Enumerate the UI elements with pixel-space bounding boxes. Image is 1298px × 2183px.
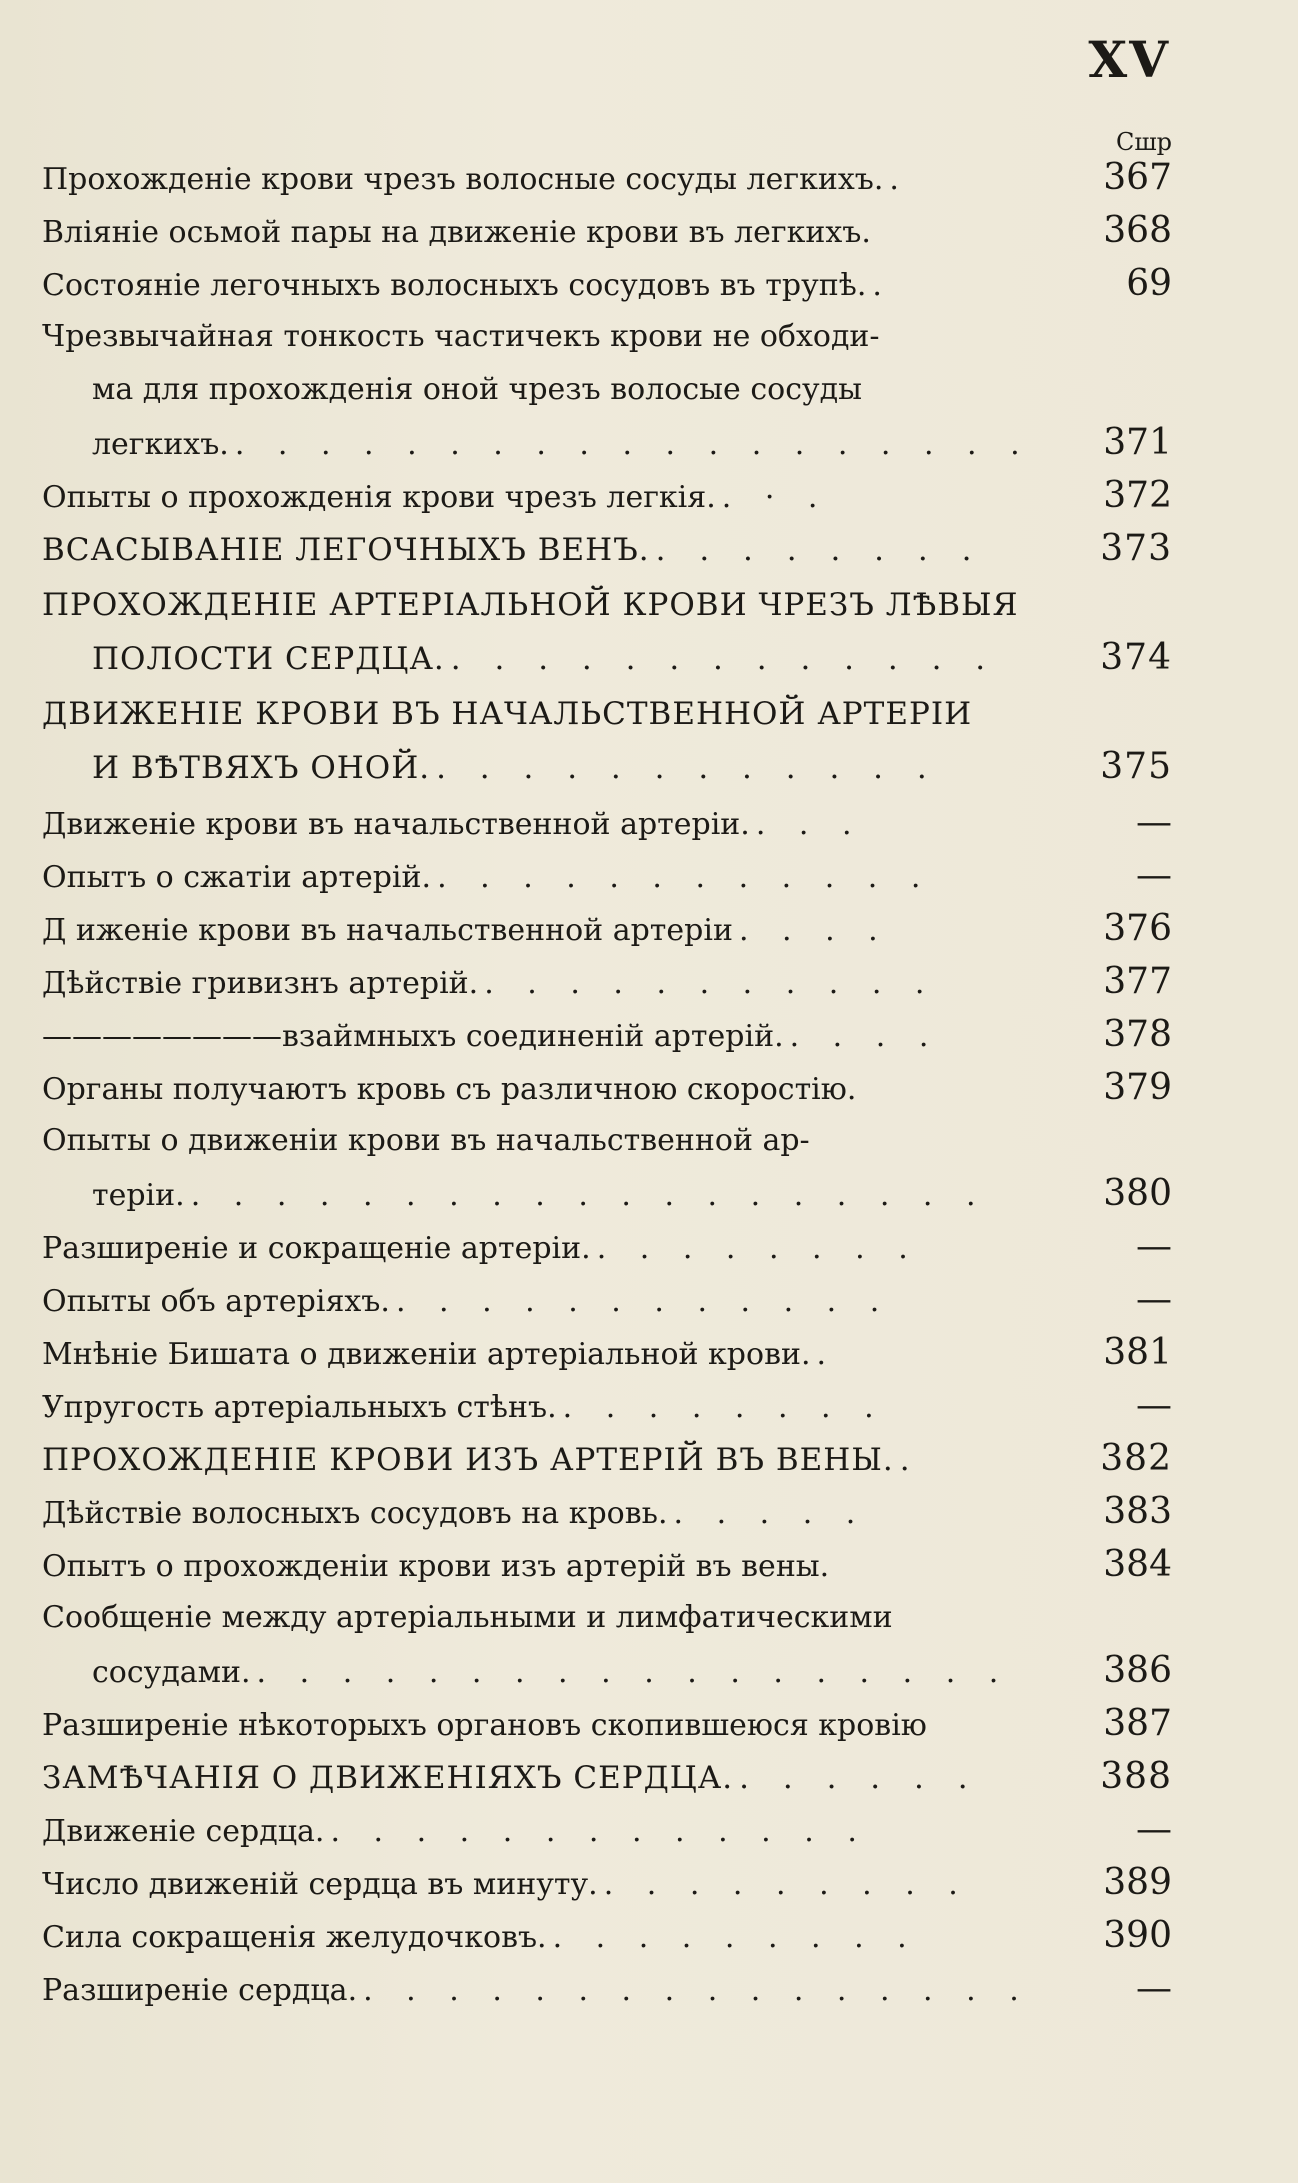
toc-entry-title: Опытъ о сжатіи артерій. <box>42 860 432 895</box>
toc-entry <box>42 157 1172 213</box>
toc-page-number: 387 <box>1103 1703 1172 1744</box>
toc-page-number: 380 <box>1103 1173 1172 1214</box>
toc-entry-title: Число движеній сердца въ минуту. <box>42 1867 598 1902</box>
toc-entry <box>42 475 1172 531</box>
toc-entry-title: ПОЛОСТИ СЕРДЦА. <box>92 641 445 677</box>
toc-leader-dots: . . . . . . . . . . . . . <box>330 1814 869 1849</box>
toc-entry <box>42 1915 1172 1971</box>
toc-entry-title: Органы получаютъ кровь съ различною скоростію. <box>42 1072 857 1107</box>
toc-entry-title: теріи. <box>92 1178 185 1213</box>
toc-page-number: 384 <box>1103 1544 1172 1585</box>
toc-entry <box>42 1279 1172 1335</box>
toc-page-number: 372 <box>1103 475 1172 516</box>
toc-entry <box>42 802 1172 858</box>
toc-entry-title: Дѣйствіе гривизнъ артерій. <box>42 966 479 1001</box>
toc-leader-dots: . . . . . . . . . . . . <box>437 860 933 895</box>
toc-page-number: — <box>1136 1279 1172 1320</box>
toc-entry <box>42 1385 1172 1441</box>
toc-section-heading <box>42 528 1172 587</box>
toc-entry <box>42 1544 1172 1600</box>
toc-page-number: — <box>1136 1226 1172 1267</box>
toc-page-number: 376 <box>1103 908 1172 949</box>
toc-leader-dots: . . . . . . . . <box>562 1390 886 1425</box>
toc-page-number: 367 <box>1103 157 1172 198</box>
toc-entry-title: Разширеніе нѣкоторыхъ органовъ скопившеюся кровію <box>42 1708 927 1743</box>
toc-entry-title: сосудами. <box>92 1655 251 1690</box>
toc-leader-dots: . . . . <box>738 913 890 948</box>
toc-entry-title: Д иженіе крови въ начальственной артеріи <box>42 913 733 948</box>
toc-entry-title: ЗАМѢЧАНІЯ О ДВИЖЕНІЯХЪ СЕРДЦА. <box>42 1760 734 1796</box>
toc-entry-title: ВСАСЫВАНІЕ ЛЕГОЧНЫХЪ ВЕНЪ. <box>42 532 650 568</box>
toc-section-heading <box>42 637 1172 696</box>
toc-entry <box>42 1491 1172 1547</box>
toc-entry-title: Опытъ о прохожденіи крови изъ артерій въ вены. <box>42 1549 830 1584</box>
toc-leader-dots: . . . . . . . . <box>655 532 984 568</box>
toc-page-number: 371 <box>1103 422 1172 463</box>
toc-entry-line: Чрезвычайная тонкость частичекъ крови не обходи- <box>42 319 880 354</box>
toc-leader-dots: . <box>899 1442 922 1478</box>
toc-entry <box>42 1703 1172 1759</box>
toc-leader-dots: . <box>816 1337 839 1372</box>
toc-page-number: 69 <box>1126 263 1172 304</box>
page-folio-number: XV <box>1088 30 1170 89</box>
toc-page-number: 381 <box>1103 1332 1172 1373</box>
toc-entry-continuation: ма для прохожденія оной чрезъ волосые сосуды <box>92 372 862 407</box>
toc-page-number: — <box>1136 1809 1172 1850</box>
toc-leader-dots: . <box>889 162 911 197</box>
toc-entry-title: Разширеніе сердца. <box>42 1973 358 2008</box>
toc-leader-dots: . . . . . . . . . . . . . . . . . . <box>256 1655 1011 1690</box>
toc-leader-dots: . . . <box>755 807 864 842</box>
toc-leader-dots: . . . . . . . . . . . . . . . . . . . <box>234 427 1032 462</box>
toc-page-number: — <box>1136 802 1172 843</box>
toc-entry <box>42 961 1172 1017</box>
table-of-contents <box>42 157 1172 2024</box>
toc-leader-dots: . . . . . . . . . <box>603 1867 970 1902</box>
toc-entry <box>42 1173 1172 1229</box>
toc-entry-title: Движеніе сердца. <box>42 1814 325 1849</box>
toc-section-heading <box>42 1756 1172 1812</box>
toc-entry-line: Опыты о движеніи крови въ начальственной ар- <box>42 1123 810 1158</box>
toc-section-heading <box>42 746 1172 805</box>
toc-entry <box>42 1862 1172 1918</box>
toc-page-number: 390 <box>1103 1915 1172 1956</box>
toc-leader-dots: . . . . . . . . <box>596 1231 920 1266</box>
toc-section-heading <box>42 1438 1172 1494</box>
toc-entry-title: Мнѣніе Бишата о движеніи артеріальной крови. <box>42 1337 811 1372</box>
toc-page-number: 377 <box>1103 961 1172 1002</box>
toc-entry-title: Движеніе крови въ начальственной артеріи. <box>42 807 750 842</box>
toc-entry-title: ПРОХОЖДЕНІЕ КРОВИ ИЗЪ АРТЕРІЙ ВЪ ВЕНЫ. <box>42 1442 894 1478</box>
toc-entry-title: легкихъ. <box>92 427 229 462</box>
toc-entry-title: Опыты о прохожденія крови чрезъ легкія. <box>42 480 716 515</box>
toc-leader-dots: . . . . . <box>673 1496 868 1531</box>
toc-entry-title: Дѣйствіе волосныхъ сосудовъ на кровь. <box>42 1496 668 1531</box>
toc-leader-dots: . . . . . . . . . . . . . . . . <box>363 1973 1031 2008</box>
toc-page-number: 386 <box>1103 1650 1172 1691</box>
toc-entry <box>42 1067 1172 1123</box>
toc-page-number: 378 <box>1103 1014 1172 1055</box>
toc-page-number: 374 <box>1100 637 1172 678</box>
toc-entry <box>42 1968 1172 2024</box>
toc-entry <box>42 1809 1172 1865</box>
toc-entry <box>42 855 1172 911</box>
toc-leader-dots: . . . . . . . . . . . <box>484 966 937 1001</box>
toc-entry <box>42 1014 1172 1070</box>
toc-entry-title: Опыты объ артеріяхъ. <box>42 1284 390 1319</box>
toc-entry-title: Вліяніе осьмой пары на движеніе крови въ легкихъ. <box>42 215 871 250</box>
toc-page-number: — <box>1136 855 1172 896</box>
toc-entry-title: Сила сокращенія желудочковъ. <box>42 1920 547 1955</box>
toc-entry <box>42 1332 1172 1388</box>
toc-entry-title: Упругость артеріальныхъ стѣнъ. <box>42 1390 557 1425</box>
toc-entry-title: И ВѢТВЯХЪ ОНОЙ. <box>92 750 431 786</box>
toc-page-number: 375 <box>1100 746 1172 787</box>
toc-entry <box>42 1650 1172 1706</box>
toc-leader-dots: . . . . . . . . . . . . <box>395 1284 892 1319</box>
toc-entry-title: Состояніе легочныхъ волосныхъ сосудовъ въ трупѣ. <box>42 268 867 303</box>
toc-page-number: 383 <box>1103 1491 1172 1532</box>
toc-entry-title: ————————взаймныхъ соединеній артерій. <box>42 1019 784 1054</box>
toc-entry-title: Разширеніе и сокращеніе артеріи. <box>42 1231 591 1266</box>
toc-leader-dots: . . . . . . . . . <box>552 1920 919 1955</box>
toc-leader-dots: . . . . . . . . . . . . . . . . . . . <box>190 1178 988 1213</box>
toc-leader-dots: . <box>872 268 894 303</box>
toc-entry-title: Прохожденіе крови чрезъ волосные сосуды легкихъ. <box>42 162 884 197</box>
toc-leader-dots: . · . <box>721 480 830 515</box>
toc-page-number: 388 <box>1100 1756 1172 1797</box>
toc-leader-dots: . . . . . . . . . . . . <box>436 750 939 786</box>
toc-leader-dots: . . . . . . . . . . . . . <box>450 641 998 677</box>
toc-entry <box>42 908 1172 964</box>
toc-page-number: — <box>1136 1968 1172 2009</box>
toc-page-number: 379 <box>1103 1067 1172 1108</box>
toc-page-number: 382 <box>1100 1438 1172 1479</box>
toc-section-heading-line: ДВИЖЕНІЕ КРОВИ ВЪ НАЧАЛЬСТВЕННОЙ АРТЕРІИ <box>42 696 973 732</box>
toc-page-number: 368 <box>1103 210 1172 251</box>
toc-leader-dots: . . . . <box>789 1019 941 1054</box>
page-column-label: Сшр <box>1115 128 1172 156</box>
toc-entry <box>42 422 1172 478</box>
toc-page-number: — <box>1136 1385 1172 1426</box>
toc-page-number: 373 <box>1100 528 1172 569</box>
toc-leader-dots: . . . . . . <box>739 1760 980 1796</box>
toc-entry <box>42 263 1172 319</box>
toc-page-number: 389 <box>1103 1862 1172 1903</box>
toc-entry <box>42 210 1172 266</box>
toc-section-heading-line: ПРОХОЖДЕНІЕ АРТЕРІАЛЬНОЙ КРОВИ ЧРЕЗЪ ЛѢВЫЯ <box>42 587 1019 623</box>
toc-entry <box>42 1226 1172 1282</box>
toc-entry-line: Сообщеніе между артеріальными и лимфатическими <box>42 1600 893 1635</box>
